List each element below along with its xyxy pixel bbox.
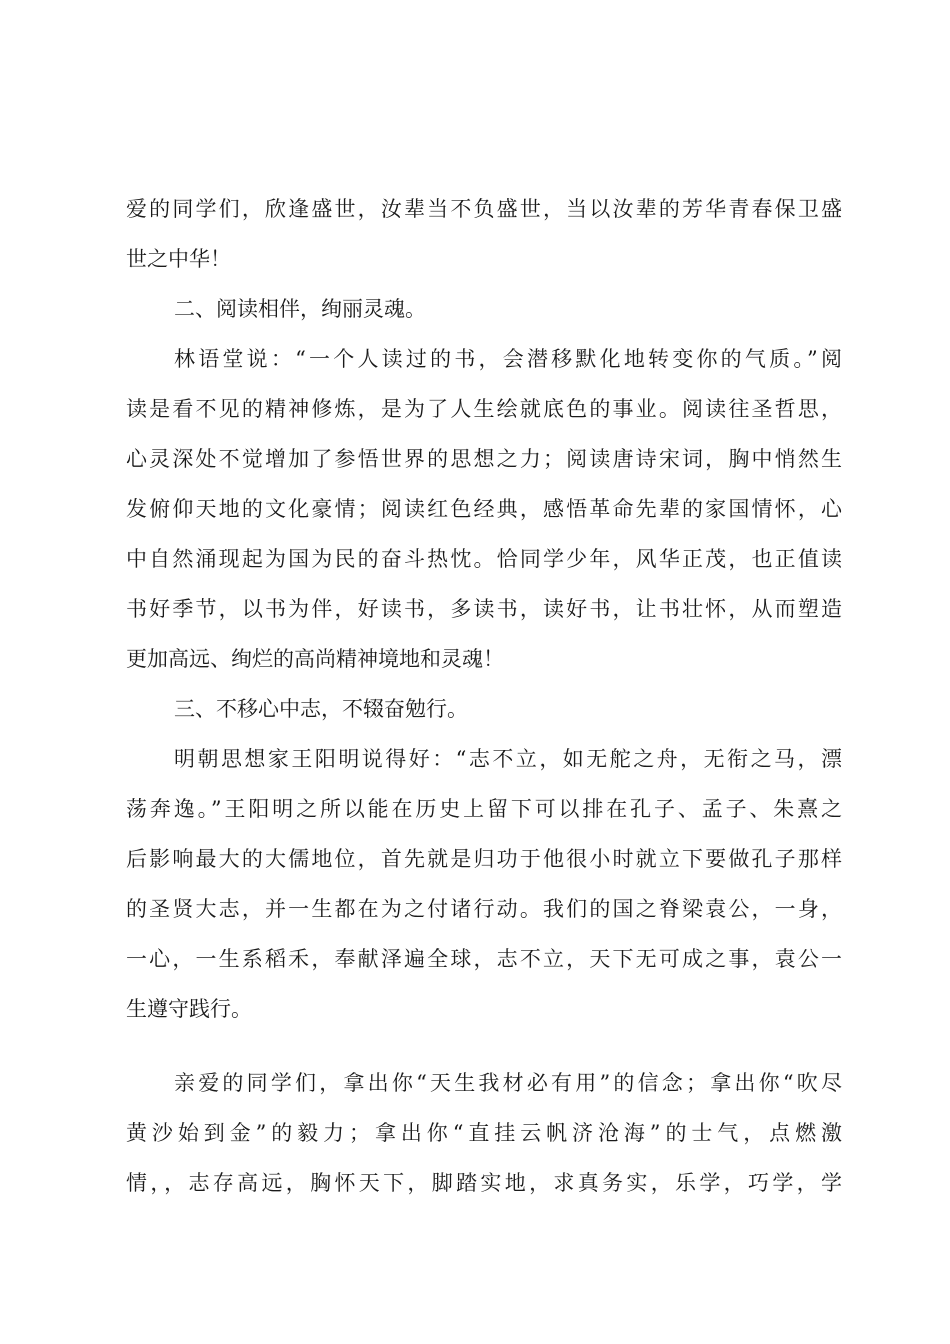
text-line: 明朝思想家王阳明说得好：“志不立，如无舵之舟，无衔之马，漂 <box>174 747 842 771</box>
text-line: 林语堂说：“一个人读过的书，会潜移默化地转变你的气质。”阅 <box>174 347 842 371</box>
text-line: 世之中华！ <box>126 247 231 271</box>
document-body <box>126 184 842 1208</box>
text-line: 中自然涌现起为国为民的奋斗热忱。恰同学少年，风华正茂，也正值读 <box>126 547 842 571</box>
section-heading: 三、不移心中志，不辍奋勉行。 <box>174 697 468 721</box>
text-line: 更加高远、绚烂的高尚精神境地和灵魂！ <box>126 647 504 671</box>
text-line: 黄沙始到金”的毅力；拿出你“直挂云帆济沧海”的士气，点燃激 <box>126 1121 842 1145</box>
paragraph-gap <box>126 1034 842 1058</box>
text-line: 书好季节，以书为伴，好读书，多读书，读好书，让书壮怀，从而塑造 <box>126 597 842 621</box>
text-line: 生遵守践行。 <box>126 997 252 1021</box>
text-line: 亲爱的同学们，拿出你“天生我材必有用”的信念；拿出你“吹尽 <box>174 1071 842 1095</box>
section-heading: 二、阅读相伴，绚丽灵魂。 <box>174 297 426 321</box>
text-line: 心灵深处不觉增加了参悟世界的思想之力；阅读唐诗宋词，胸中悄然生 <box>126 447 842 471</box>
text-line: 发俯仰天地的文化豪情；阅读红色经典，感悟革命先辈的家国情怀，心 <box>126 497 842 521</box>
text-line: 情，，志存高远，胸怀天下，脚踏实地，求真务实，乐学，巧学，学 <box>126 1171 842 1195</box>
text-line: 荡奔逸。”王阳明之所以能在历史上留下可以排在孔子、孟子、朱熹之 <box>126 797 842 821</box>
text-line: 读是看不见的精神修炼，是为了人生绘就底色的事业。阅读往圣哲思， <box>126 397 842 421</box>
text-line: 一心，一生系稻禾，奉献泽遍全球，志不立，天下无可成之事，袁公一 <box>126 947 842 971</box>
text-line: 后影响最大的大儒地位，首先就是归功于他很小时就立下要做孔子那样 <box>126 847 842 871</box>
text-line: 爱的同学们，欣逢盛世，汝辈当不负盛世，当以汝辈的芳华青春保卫盛 <box>126 197 842 221</box>
text-line: 的圣贤大志，并一生都在为之付诸行动。我们的国之脊梁袁公，一身， <box>126 897 842 921</box>
